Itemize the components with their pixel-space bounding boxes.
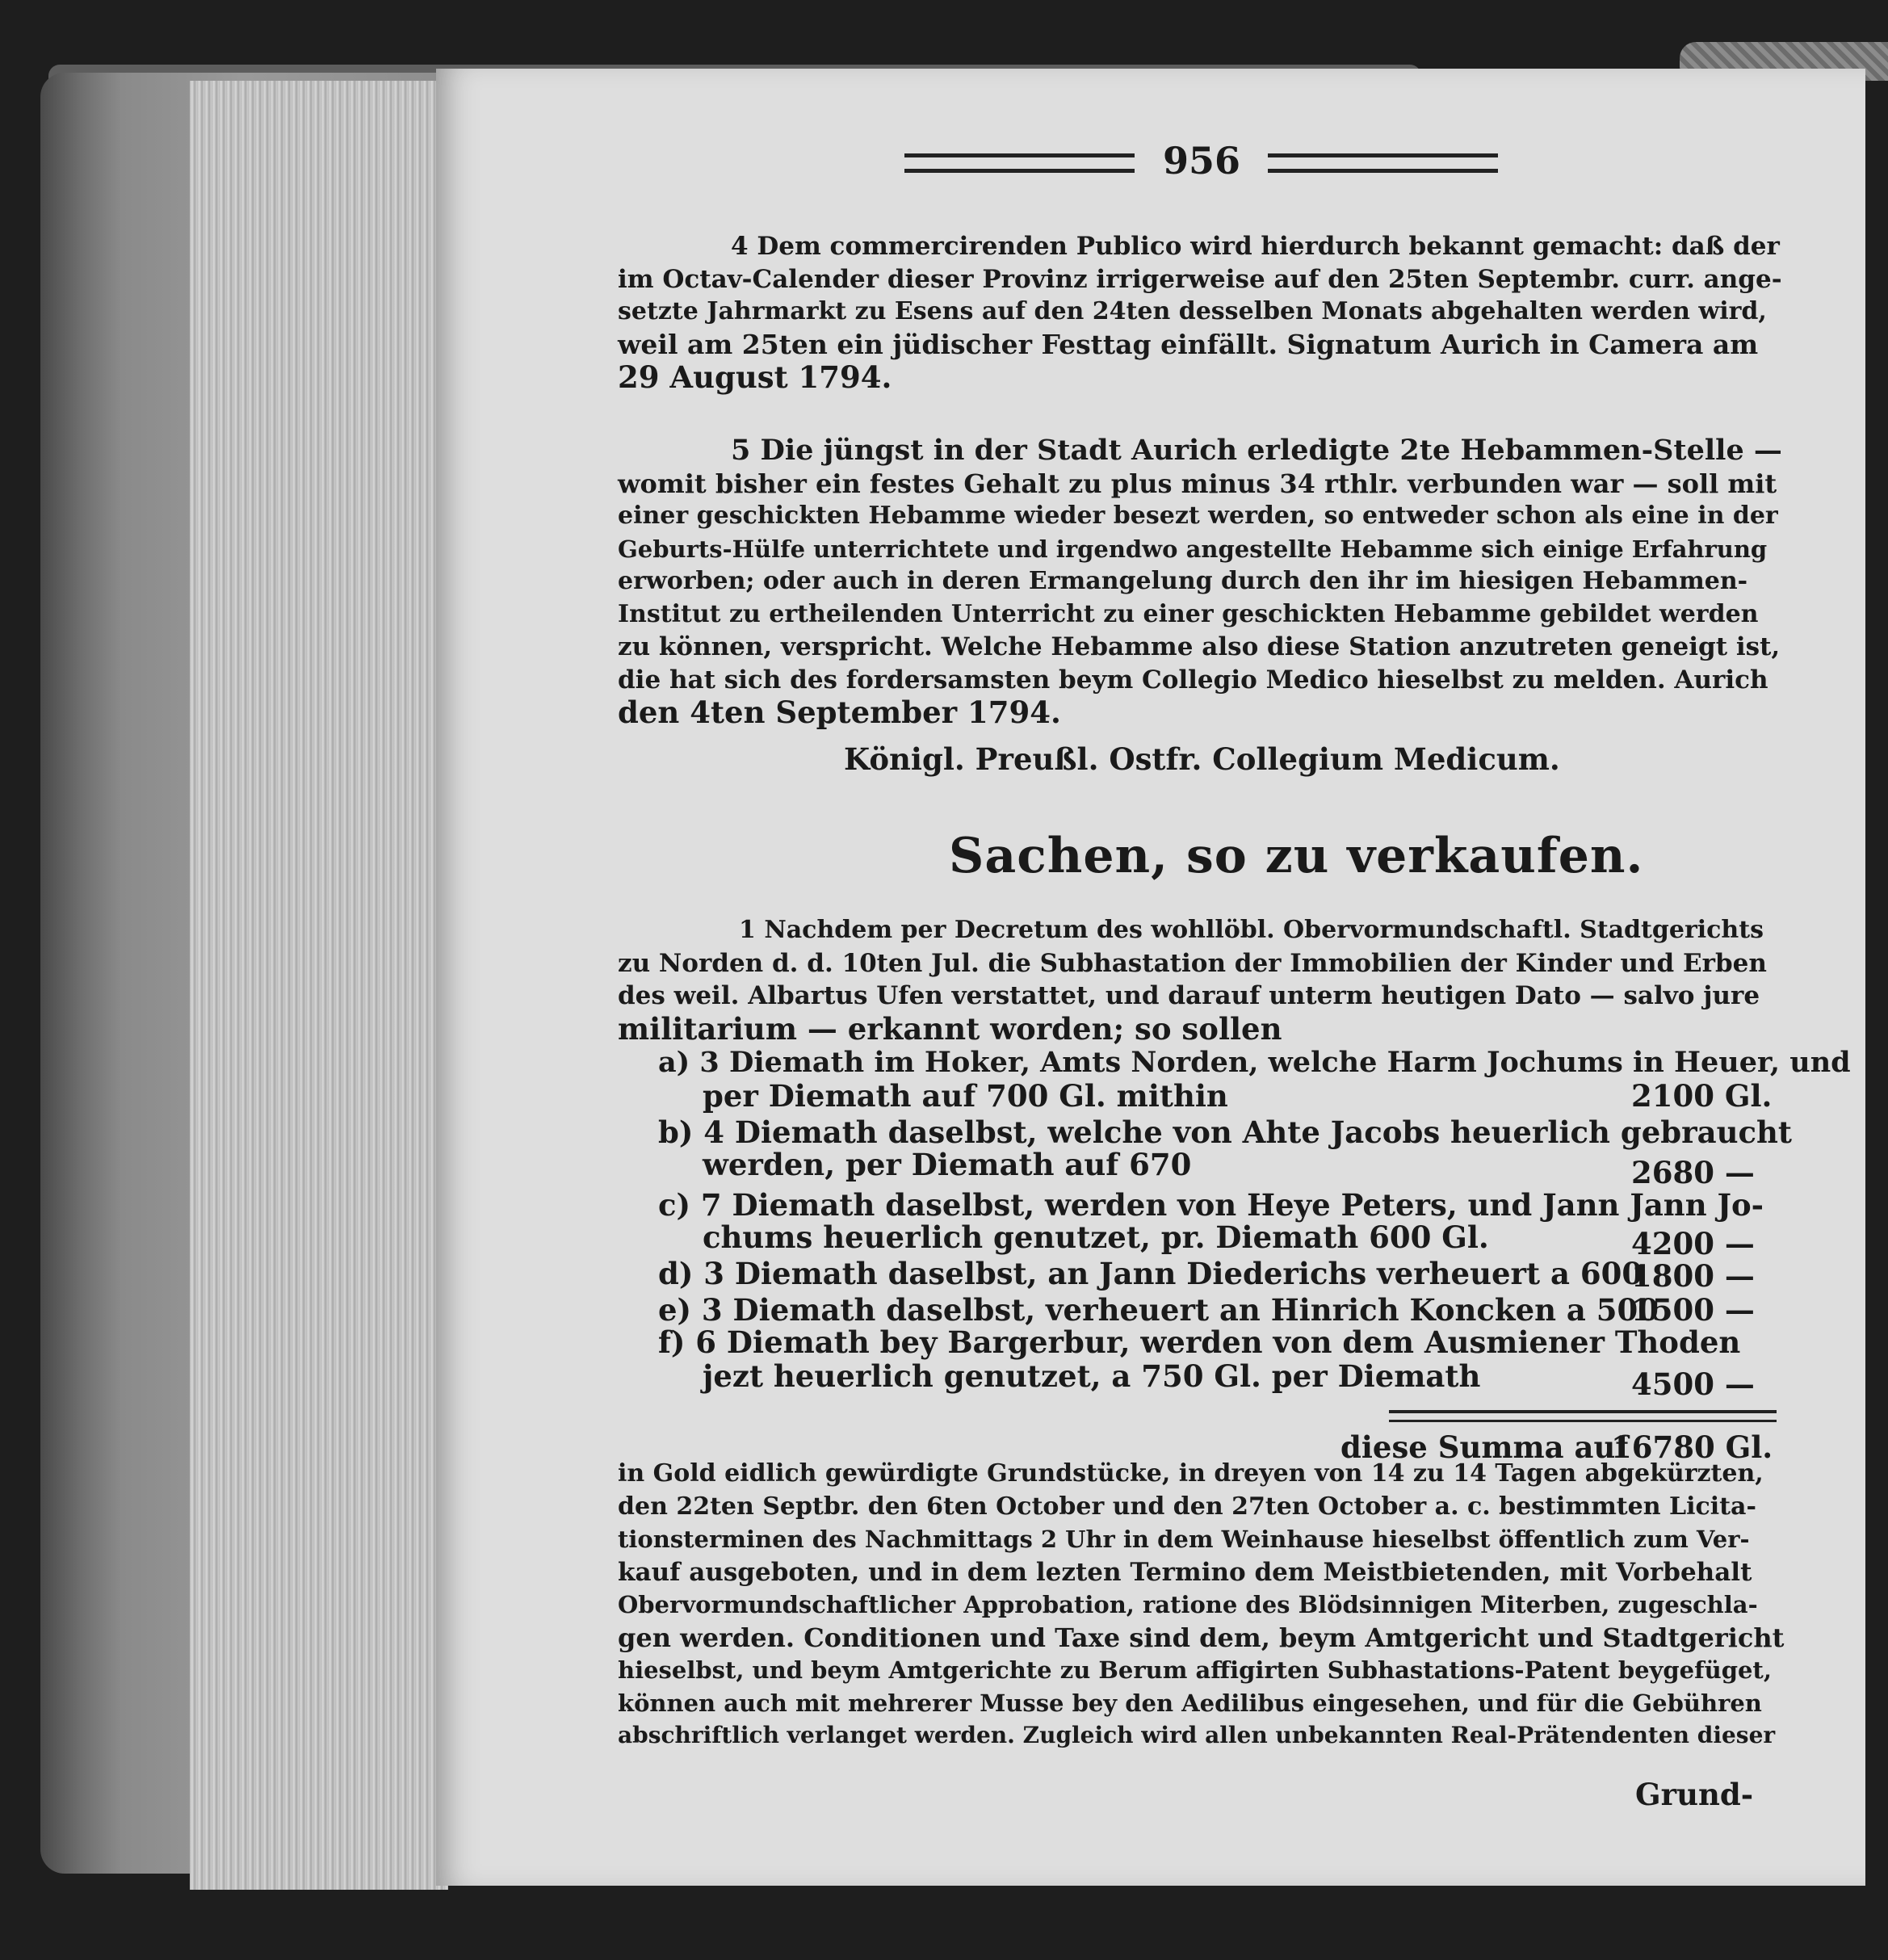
text-line: setzte Jahrmarkt zu Esens auf den 24ten desselben Monats abgehalten werden wird, <box>618 297 1767 325</box>
text-line: militarium — erkannt worden; so sollen <box>618 1010 1282 1047</box>
notice-5 <box>618 434 1785 729</box>
page-edges <box>190 81 448 1890</box>
item-a-line-2: per Diemath auf 700 Gl. mithin <box>703 1078 1228 1114</box>
text-line: die hat sich des fordersamsten beym Collegio Medico hieselbst zu melden. Aurich <box>618 665 1768 695</box>
text-line: weil am 25ten ein jüdischer Festtag einfällt. Signatum Aurich in Camera am <box>618 328 1759 360</box>
text-line: 1 Nachdem per Decretum des wohllöbl. Obervormundschaftl. Stadtgerichts <box>739 916 1764 944</box>
text-line: hieselbst, und beym Amtgerichte zu Berum affigirten Subhastations-Patent beygefüget, <box>618 1656 1772 1684</box>
item-c-line-1: c) 7 Diemath daselbst, werden von Heye Peters, und Jann Jann Jo- <box>658 1187 1764 1223</box>
item-b-line-2: werden, per Diemath auf 670 <box>703 1147 1192 1182</box>
section-title: Sachen, so zu verkaufen. <box>949 828 1644 884</box>
text-line: kauf ausgeboten, und in dem lezten Termino dem Meistbietenden, mit Vorbehalt <box>618 1557 1752 1587</box>
catchword: Grund- <box>1635 1777 1754 1812</box>
text-line: 5 Die jüngst in der Stadt Aurich erledigte 2te Hebammen-Stelle — <box>731 434 1782 467</box>
text-line: gen werden. Conditionen und Taxe sind dem, beym Amtgericht und Stadtgericht <box>618 1622 1785 1653</box>
text-line: können auch mit mehrerer Musse bey den Aedilibus eingesehen, und für die Gebühren <box>618 1689 1762 1717</box>
item-b-amount: 2680 — <box>1631 1155 1755 1190</box>
text-line: den 22ten Septbr. den 6ten October und den 27ten October a. c. bestimmten Licita- <box>618 1492 1756 1521</box>
text-line: im Octav-Calender dieser Provinz irrigerweise auf den 25ten Septembr. curr. ange- <box>618 264 1782 294</box>
notice-4 <box>618 230 1785 394</box>
sale-1-closing <box>618 1458 1785 1752</box>
header-rule-right <box>1268 153 1498 173</box>
item-c-line-2: chums heuerlich genutzet, pr. Diemath 600 Gl. <box>703 1219 1489 1255</box>
item-f-amount: 4500 — <box>1631 1366 1755 1402</box>
text-line: womit bisher ein festes Gehalt zu plus minus 34 rthlr. verbunden war — soll mit <box>618 468 1777 499</box>
sum-rule <box>1389 1410 1777 1422</box>
text-line: tionsterminen des Nachmittags 2 Uhr in dem Weinhause hieselbst öffentlich zum Ver- <box>618 1526 1750 1553</box>
page-number: 956 <box>1163 139 1241 183</box>
item-e-amount: 1500 — <box>1631 1292 1755 1328</box>
item-f-line-2: jezt heuerlich genutzet, a 750 Gl. per Diemath <box>703 1358 1481 1394</box>
item-d-line-1: d) 3 Diemath daselbst, an Jann Diederichs verheuert a 600 <box>658 1256 1643 1291</box>
notice-5-signature: Königl. Preußl. Ostfr. Collegium Medicum. <box>844 741 1560 777</box>
text-line: abschriftlich verlanget werden. Zugleich wird allen unbekannten Real-Prätendenten dieser <box>618 1722 1776 1748</box>
text-line: Institut zu ertheilenden Unterricht zu einer geschickten Hebamme gebildet werden <box>618 599 1759 628</box>
item-f-line-1: f) 6 Diemath bey Bargerbur, werden von dem Ausmiener Thoden <box>658 1324 1741 1360</box>
text-line: Obervormundschaftlicher Approbation, ratione des Blödsinnigen Miterben, zugeschla- <box>618 1591 1758 1618</box>
item-e-line-1: e) 3 Diemath daselbst, verheuert an Hinrich Koncken a 500 <box>658 1292 1659 1328</box>
text-line: Geburts-Hülfe unterrichtete und irgendwo angestellte Hebamme sich einige Erfahrung <box>618 535 1768 563</box>
text-line: zu Norden d. d. 10ten Jul. die Subhastation der Immobilien der Kinder und Erben <box>618 948 1767 978</box>
item-a-line-1: a) 3 Diemath im Hoker, Amts Norden, welche Harm Jochums in Heuer, und <box>658 1046 1851 1079</box>
sale-1-intro <box>618 914 1785 1045</box>
total-amount: 16780 Gl. <box>1611 1429 1773 1465</box>
item-d-amount: 1800 — <box>1631 1258 1755 1294</box>
item-a-amount: 2100 Gl. <box>1631 1078 1773 1114</box>
text-line: den 4ten September 1794. <box>618 695 1061 730</box>
text-line: 29 August 1794. <box>618 359 892 395</box>
text-line: 4 Dem commercirenden Publico wird hierdurch bekannt gemacht: daß der <box>731 232 1780 261</box>
item-b-line-1: b) 4 Diemath daselbst, welche von Ahte Jacobs heuerlich gebraucht <box>658 1114 1793 1150</box>
text-line: zu können, verspricht. Welche Hebamme also diese Station anzutreten geneigt ist, <box>618 632 1781 661</box>
item-c-amount: 4200 — <box>1631 1226 1755 1261</box>
text-line: in Gold eidlich gewürdigte Grundstücke, in dreyen von 14 zu 14 Tagen abgekürzten, <box>618 1459 1764 1488</box>
text-line: des weil. Albartus Ufen verstattet, und darauf unterm heutigen Dato — salvo jure <box>618 981 1760 1010</box>
text-line: einer geschickten Hebamme wieder besezt werden, so entweder schon als eine in der <box>618 502 1778 530</box>
header-rule-left <box>904 153 1135 173</box>
text-line: erworben; oder auch in deren Ermangelung durch den ihr im hiesigen Hebammen- <box>618 567 1748 595</box>
total-label: diese Summa auf <box>1340 1429 1629 1465</box>
